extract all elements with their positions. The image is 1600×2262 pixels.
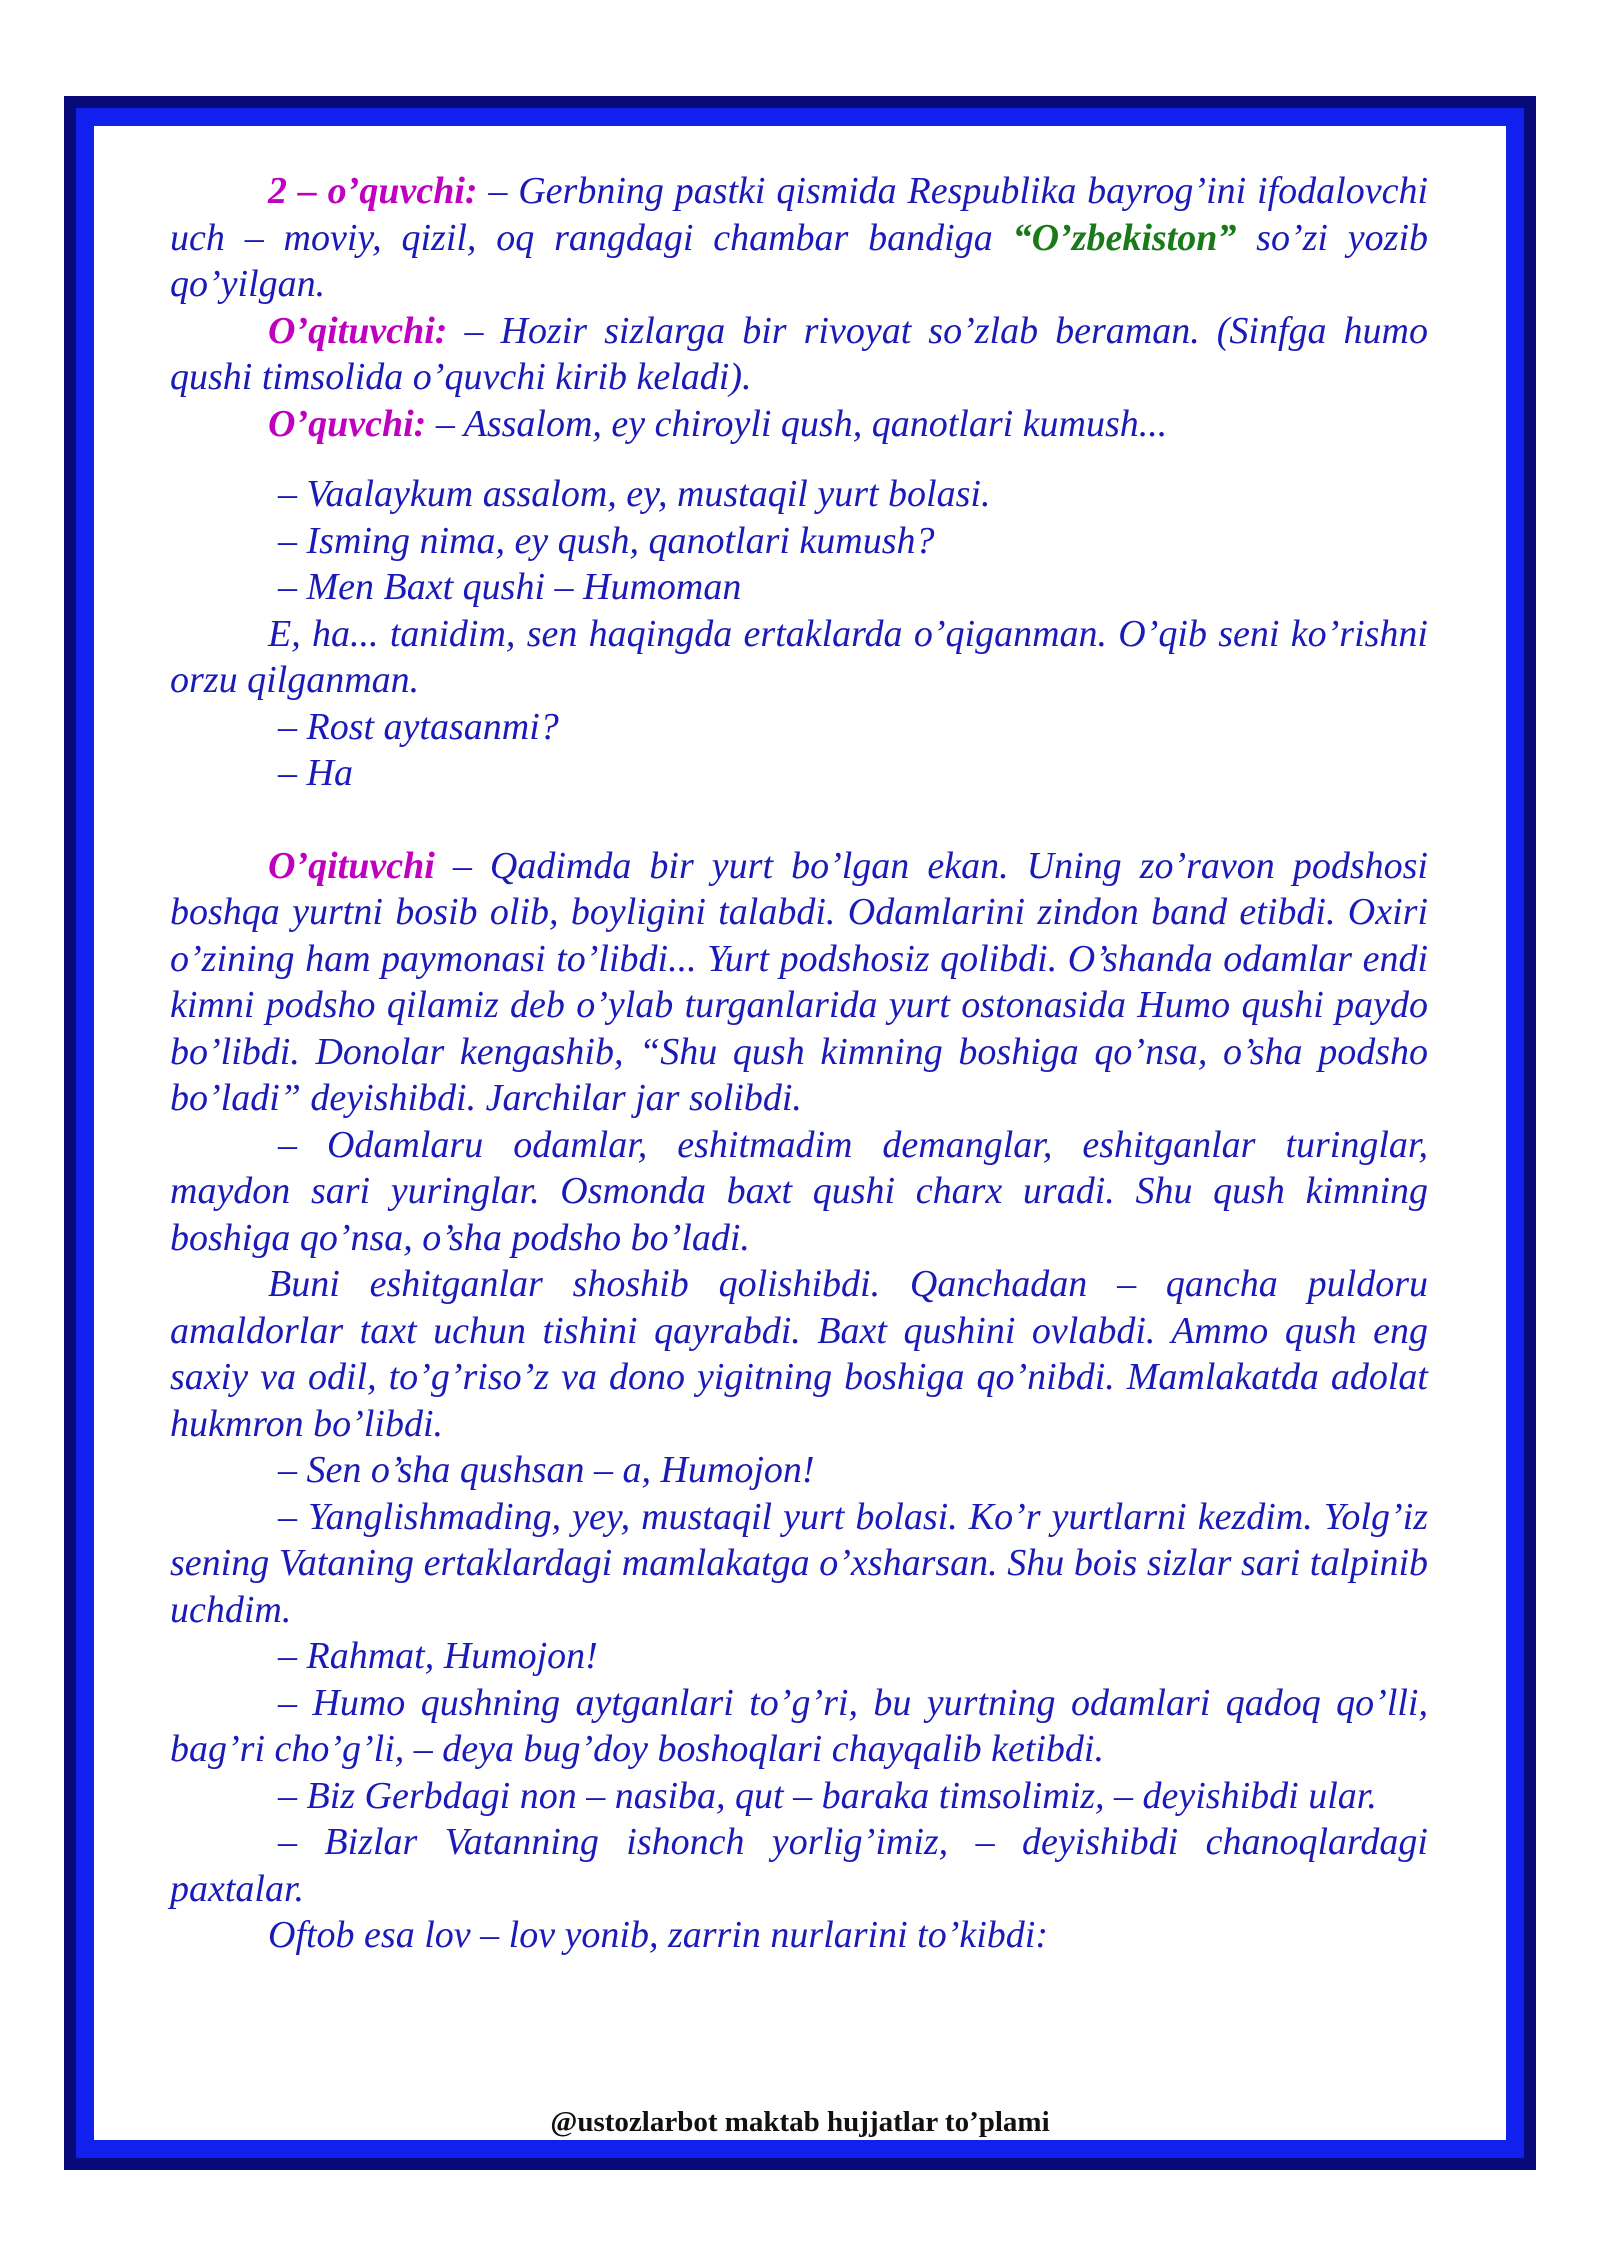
paragraph-3 (170, 401, 1428, 448)
speaker-label: O’quvchi: (268, 402, 427, 445)
paragraph-text: – Hozir sizlarga bir rivoyat so’zlab beraman. (Sinfga humo qushi timsolida o’quvchi kirib keladi). (170, 309, 1428, 398)
speaker-label: 2 – o’quvchi: (268, 170, 478, 212)
paragraph-7: Buni eshitganlar shoshib qolishibdi. Qanchadan – qancha puldoru amaldorlar taxt uchun tishini qayrabdi. Baxt qushini ovlabdi. Ammo qush eng saxiy va odil, to’g’riso’z va dono yigitning boshiga qo’nibdi. Mamlakatda adolat hukmron bo’libdi. (170, 1263, 1428, 1445)
dialogue-line: – Isming nima, ey qush, qanotlari kumush? (278, 519, 935, 562)
paragraph-1 (170, 168, 1428, 308)
paragraph-text: so’zi yozib qo’yilgan. (170, 216, 1429, 305)
spacer (170, 447, 1428, 471)
spacer (170, 797, 1428, 843)
dialogue-line: – Vaalaykum assalom, ey, mustaqil yurt bolasi. (278, 473, 991, 515)
paragraph-6: – Odamlaru odamlar, eshitmadim demanglar, eshitganlar turinglar, maydon sari yuringlar. Osmonda baxt qushi charx uradi. Shu qush kimning boshiga qo’nsa, o’sha podsho bo’ladi. (170, 1123, 1428, 1259)
paragraph-5 (170, 843, 1428, 1122)
dialogue-line: – Sen o’sha qushsan – a, Humojon! (278, 1449, 815, 1491)
document-body (170, 168, 1428, 1959)
paragraph-12: Oftob esa lov – lov yonib, zarrin nurlarini to’kibdi: (268, 1914, 1049, 1956)
speaker-label: O’qituvchi: (268, 309, 448, 352)
paragraph-text: – Gerbning pastki qismida Respublika bayrog’ini ifodalovchi uch – moviy, qizil, oq rangdagi chambar bandiga (170, 170, 1428, 259)
paragraph-text: – Assalom, ey chiroyli qush, qanotlari kumush... (426, 402, 1168, 445)
page-footer: @ustozlarbot maktab hujjatlar to’plami (550, 2106, 1050, 2138)
speaker-label: O’qituvchi (268, 844, 435, 887)
paragraph-2 (170, 308, 1428, 401)
paragraph-10: – Biz Gerbdagi non – nasiba, qut – baraka timsolimiz, – deyishibdi ular. (278, 1774, 1377, 1817)
dialogue-line: – Rost aytasanmi? (278, 705, 559, 748)
paragraph-text: – Qadimda bir yurt bo’lgan ekan. Uning zo’ravon podshosi boshqa yurtni bosib olib, boyligini talabdi. Odamlarini zindon band etibdi. Oxiri o’zining ham paymonasi to’libdi... Yurt podshosiz qolibdi. O’shanda odamlar endi kimni podsho qilamiz deb o’ylab turganlarida yurt ostonasida Humo qushi paydo bo’libdi. Donolar kengashib, “Shu qush kimning boshiga qo’nsa, o’sha podsho bo’ladi” deyishibdi. Jarchilar jar solibdi. (170, 844, 1428, 1119)
highlight-word: “O’zbekiston” (1012, 216, 1237, 259)
dialogue-line: – Rahmat, Humojon! (278, 1635, 598, 1677)
paragraph-9: – Humo qushning aytganlari to’g’ri, bu yurtning odamlari qadoq qo’lli, bag’ri cho’g’li, – deya bug’doy boshoqlari chayqalib ketibdi. (170, 1681, 1428, 1770)
dialogue-line: – Ha (278, 752, 353, 794)
paragraph-11: – Bizlar Vatanning ishonch yorlig’imiz, – deyishibdi chanoqlardagi paxtalar. (170, 1821, 1428, 1910)
dialogue-line: – Men Baxt qushi – Humoman (278, 566, 742, 608)
paragraph-8: – Yanglishmading, yey, mustaqil yurt bolasi. Ko’r yurtlarni kezdim. Yolg’iz sening Vataning ertaklardagi mamlakatga o’xsharsan. Shu bois sizlar sari talpinib uchdim. (170, 1495, 1428, 1631)
paragraph-4: E, ha... tanidim, sen haqingda ertaklarda o’qiganman. O’qib seni ko’rishni orzu qilganman. (170, 612, 1428, 701)
